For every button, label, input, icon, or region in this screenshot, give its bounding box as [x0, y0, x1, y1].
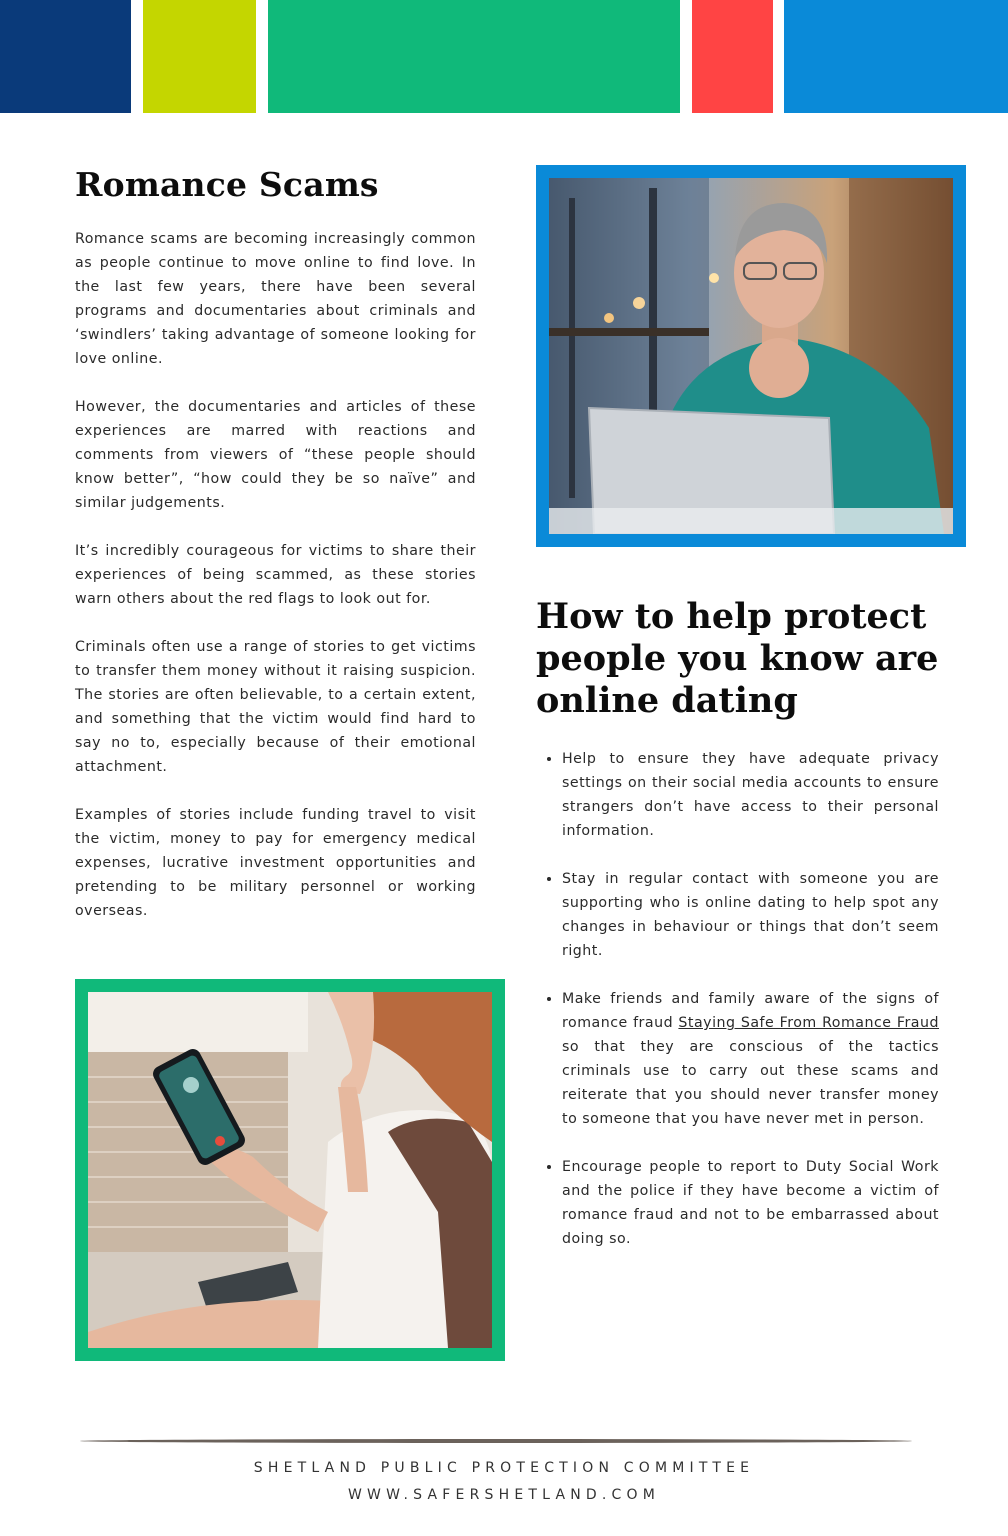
- footer-divider: [80, 1439, 912, 1443]
- tip-report: • Encourage people to report to Duty Social Work and the police if they have become a victim of romance fraud and not to be embarrassed about doing so.: [562, 1155, 939, 1251]
- header-color-bar-lime: [143, 0, 256, 113]
- paragraph-courage: It’s incredibly courageous for victims to share their experiences of being scammed, as these stories warn others about the red flags to look out for.: [75, 543, 476, 607]
- tip-privacy-settings: • Help to ensure they have adequate privacy settings on their social media accounts to ensure strangers don’t have access to their personal information.: [562, 747, 939, 843]
- photo-woman-with-phone: [75, 979, 505, 1361]
- tips-list: [540, 747, 939, 1275]
- footer-website[interactable]: WWW.SAFERSHETLAND.COM: [347, 1487, 660, 1503]
- paragraph-judgements: However, the documentaries and articles of these experiences are marred with reactions and comments from viewers of “these people should know better”, “how could they be so naïve” and similar judgements.: [75, 399, 476, 511]
- tip-regular-contact: • Stay in regular contact with someone you are supporting who is online dating to help spot any changes in behaviour or things that don’t seem right.: [562, 867, 939, 963]
- header-color-bar-navy: [0, 0, 131, 113]
- article-body: [75, 227, 476, 947]
- paragraph-examples: Examples of stories include funding travel to visit the victim, money to pay for emergency medical expenses, lucrative investment opportunities and pretending to be military personnel or working overseas.: [75, 807, 476, 919]
- photo-man-at-laptop: [536, 165, 966, 547]
- header-color-bar-blue: [784, 0, 1008, 113]
- tip-make-aware-text-before: Make friends and family aware of the signs of romance fraud: [562, 991, 939, 1031]
- page-title: Romance Scams: [75, 165, 379, 204]
- help-heading: How to help protect people you know are online dating: [536, 596, 939, 721]
- staying-safe-link[interactable]: Staying Safe From Romance Fraud: [678, 1015, 939, 1031]
- tip-make-aware-text-after: so that they are conscious of the tactics criminals use to carry out these scams and reiterate that you should never transfer money to someone that you have never met in person.: [562, 1039, 939, 1127]
- header-color-bar-red: [692, 0, 773, 113]
- paragraph-stories: Criminals often use a range of stories to get victims to transfer them money without it raising suspicion. The stories are often believable, to a certain extent, and something that the victim would find hard to say no to, especially because of their emotional attachment.: [75, 639, 476, 775]
- footer-organisation: SHETLAND PUBLIC PROTECTION COMMITTEE: [253, 1460, 755, 1476]
- paragraph-intro: Romance scams are becoming increasingly common as people continue to move online to find love. In the last few years, there have been several programs and documentaries about criminals and ‘swindlers’ taking advantage of someone looking for love online.: [75, 231, 476, 367]
- header-color-bar-green: [268, 0, 680, 113]
- tip-make-aware: [562, 987, 939, 1131]
